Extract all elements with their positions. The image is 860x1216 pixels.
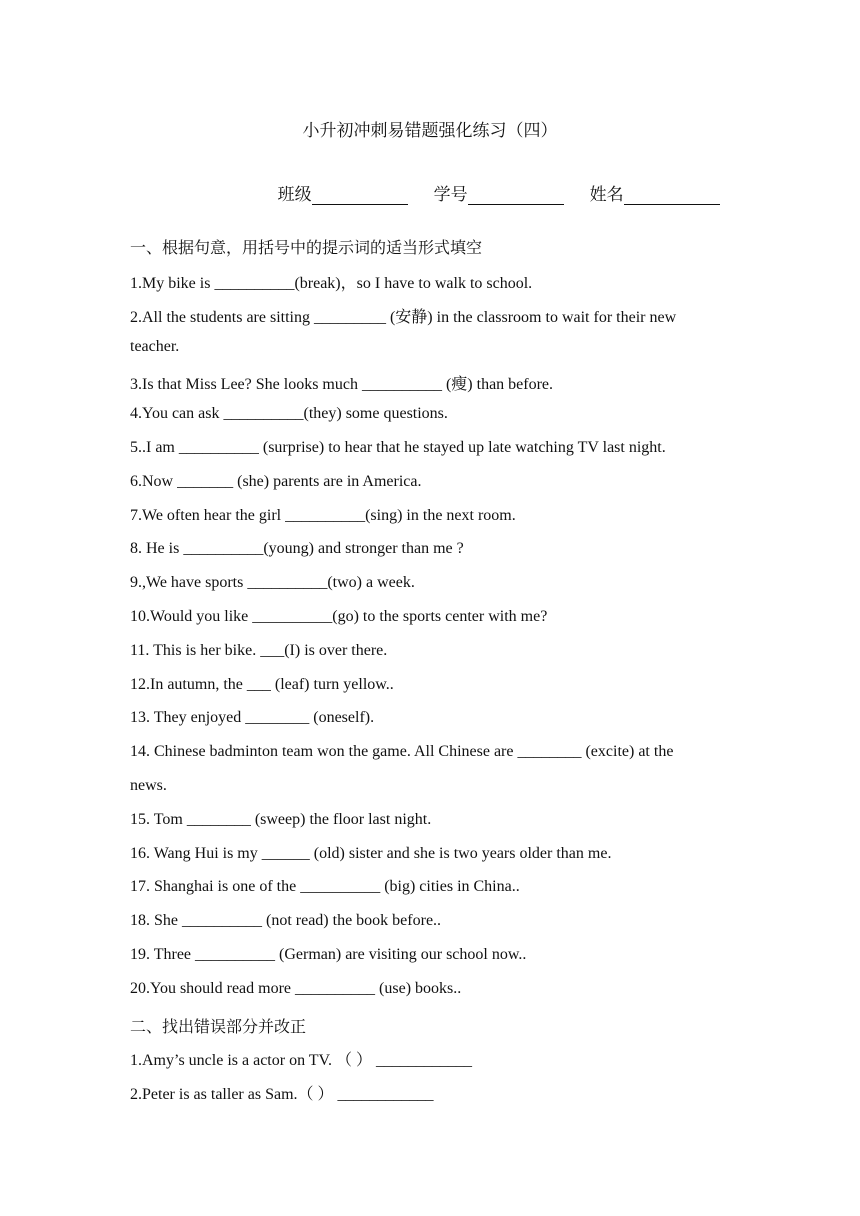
class-blank[interactable] — [312, 186, 408, 205]
exercise-line: news. — [130, 777, 167, 794]
correction-line: 1.Amy’s uncle is a actor on TV. （ ） ____________ — [130, 1052, 473, 1069]
student-info-row — [256, 160, 720, 225]
correction-line: 2.Peter is as taller as Sam.（ ） ____________ — [130, 1086, 434, 1103]
number-label: 学号 — [433, 185, 468, 205]
number-field — [434, 180, 564, 205]
page-title: 小升初冲刺易错题强化练习（四） — [302, 121, 558, 141]
exercise-line: 4.You can ask __________(they) some questions. — [130, 405, 448, 422]
exercise-line: 20.You should read more __________ (use) books.. — [130, 980, 462, 997]
exercise-line: 6.Now _______ (she) parents are in America. — [130, 473, 422, 490]
exercise-line: 2.All the students are sitting _________ (安静) in the classroom to wait for their new — [130, 309, 677, 326]
exercise-line: 15. Tom ________ (sweep) the floor last night. — [130, 811, 432, 828]
exercise-line: 18. She __________ (not read) the book before.. — [130, 912, 442, 929]
name-label: 姓名 — [589, 185, 624, 205]
exercise-line: 13. They enjoyed ________ (oneself). — [130, 709, 375, 726]
exercise-line: 14. Chinese badminton team won the game. All Chinese are ________ (excite) at the — [130, 743, 674, 760]
exercise-line: 7.We often hear the girl __________(sing) in the next room. — [130, 507, 516, 524]
exercise-line: 16. Wang Hui is my ______ (old) sister and she is two years older than me. — [130, 845, 612, 862]
exercise-line: 17. Shanghai is one of the __________ (big) cities in China.. — [130, 878, 520, 895]
exercise-line: 3.Is that Miss Lee? She looks much __________ (瘦) than before. — [130, 376, 554, 393]
exercise-line: teacher. — [130, 338, 180, 355]
class-label: 班级 — [277, 185, 312, 205]
name-field — [590, 180, 720, 205]
exercise-line: 5..I am __________ (surprise) to hear that he stayed up late watching TV last night. — [130, 439, 666, 456]
section1-heading: 一、根据句意，用括号中的提示词的适当形式填空 — [130, 238, 483, 257]
number-blank[interactable] — [468, 186, 564, 205]
section2-heading: 二、找出错误部分并改正 — [130, 1017, 307, 1036]
name-blank[interactable] — [624, 186, 720, 205]
exercise-line: 19. Three __________ (German) are visiting our school now.. — [130, 946, 527, 963]
exercise-line: 9.,We have sports __________(two) a week. — [130, 574, 415, 591]
exercise-line: 10.Would you like __________(go) to the sports center with me? — [130, 608, 548, 625]
exercise-line: 11. This is her bike. ___(I) is over there. — [130, 642, 388, 659]
exercise-line: 1.My bike is __________(break)，so I have to walk to school. — [130, 275, 533, 292]
class-field — [278, 180, 408, 205]
exercise-line: 8. He is __________(young) and stronger than me ? — [130, 540, 464, 557]
exercise-line: 12.In autumn, the ___ (leaf) turn yellow.. — [130, 676, 394, 693]
